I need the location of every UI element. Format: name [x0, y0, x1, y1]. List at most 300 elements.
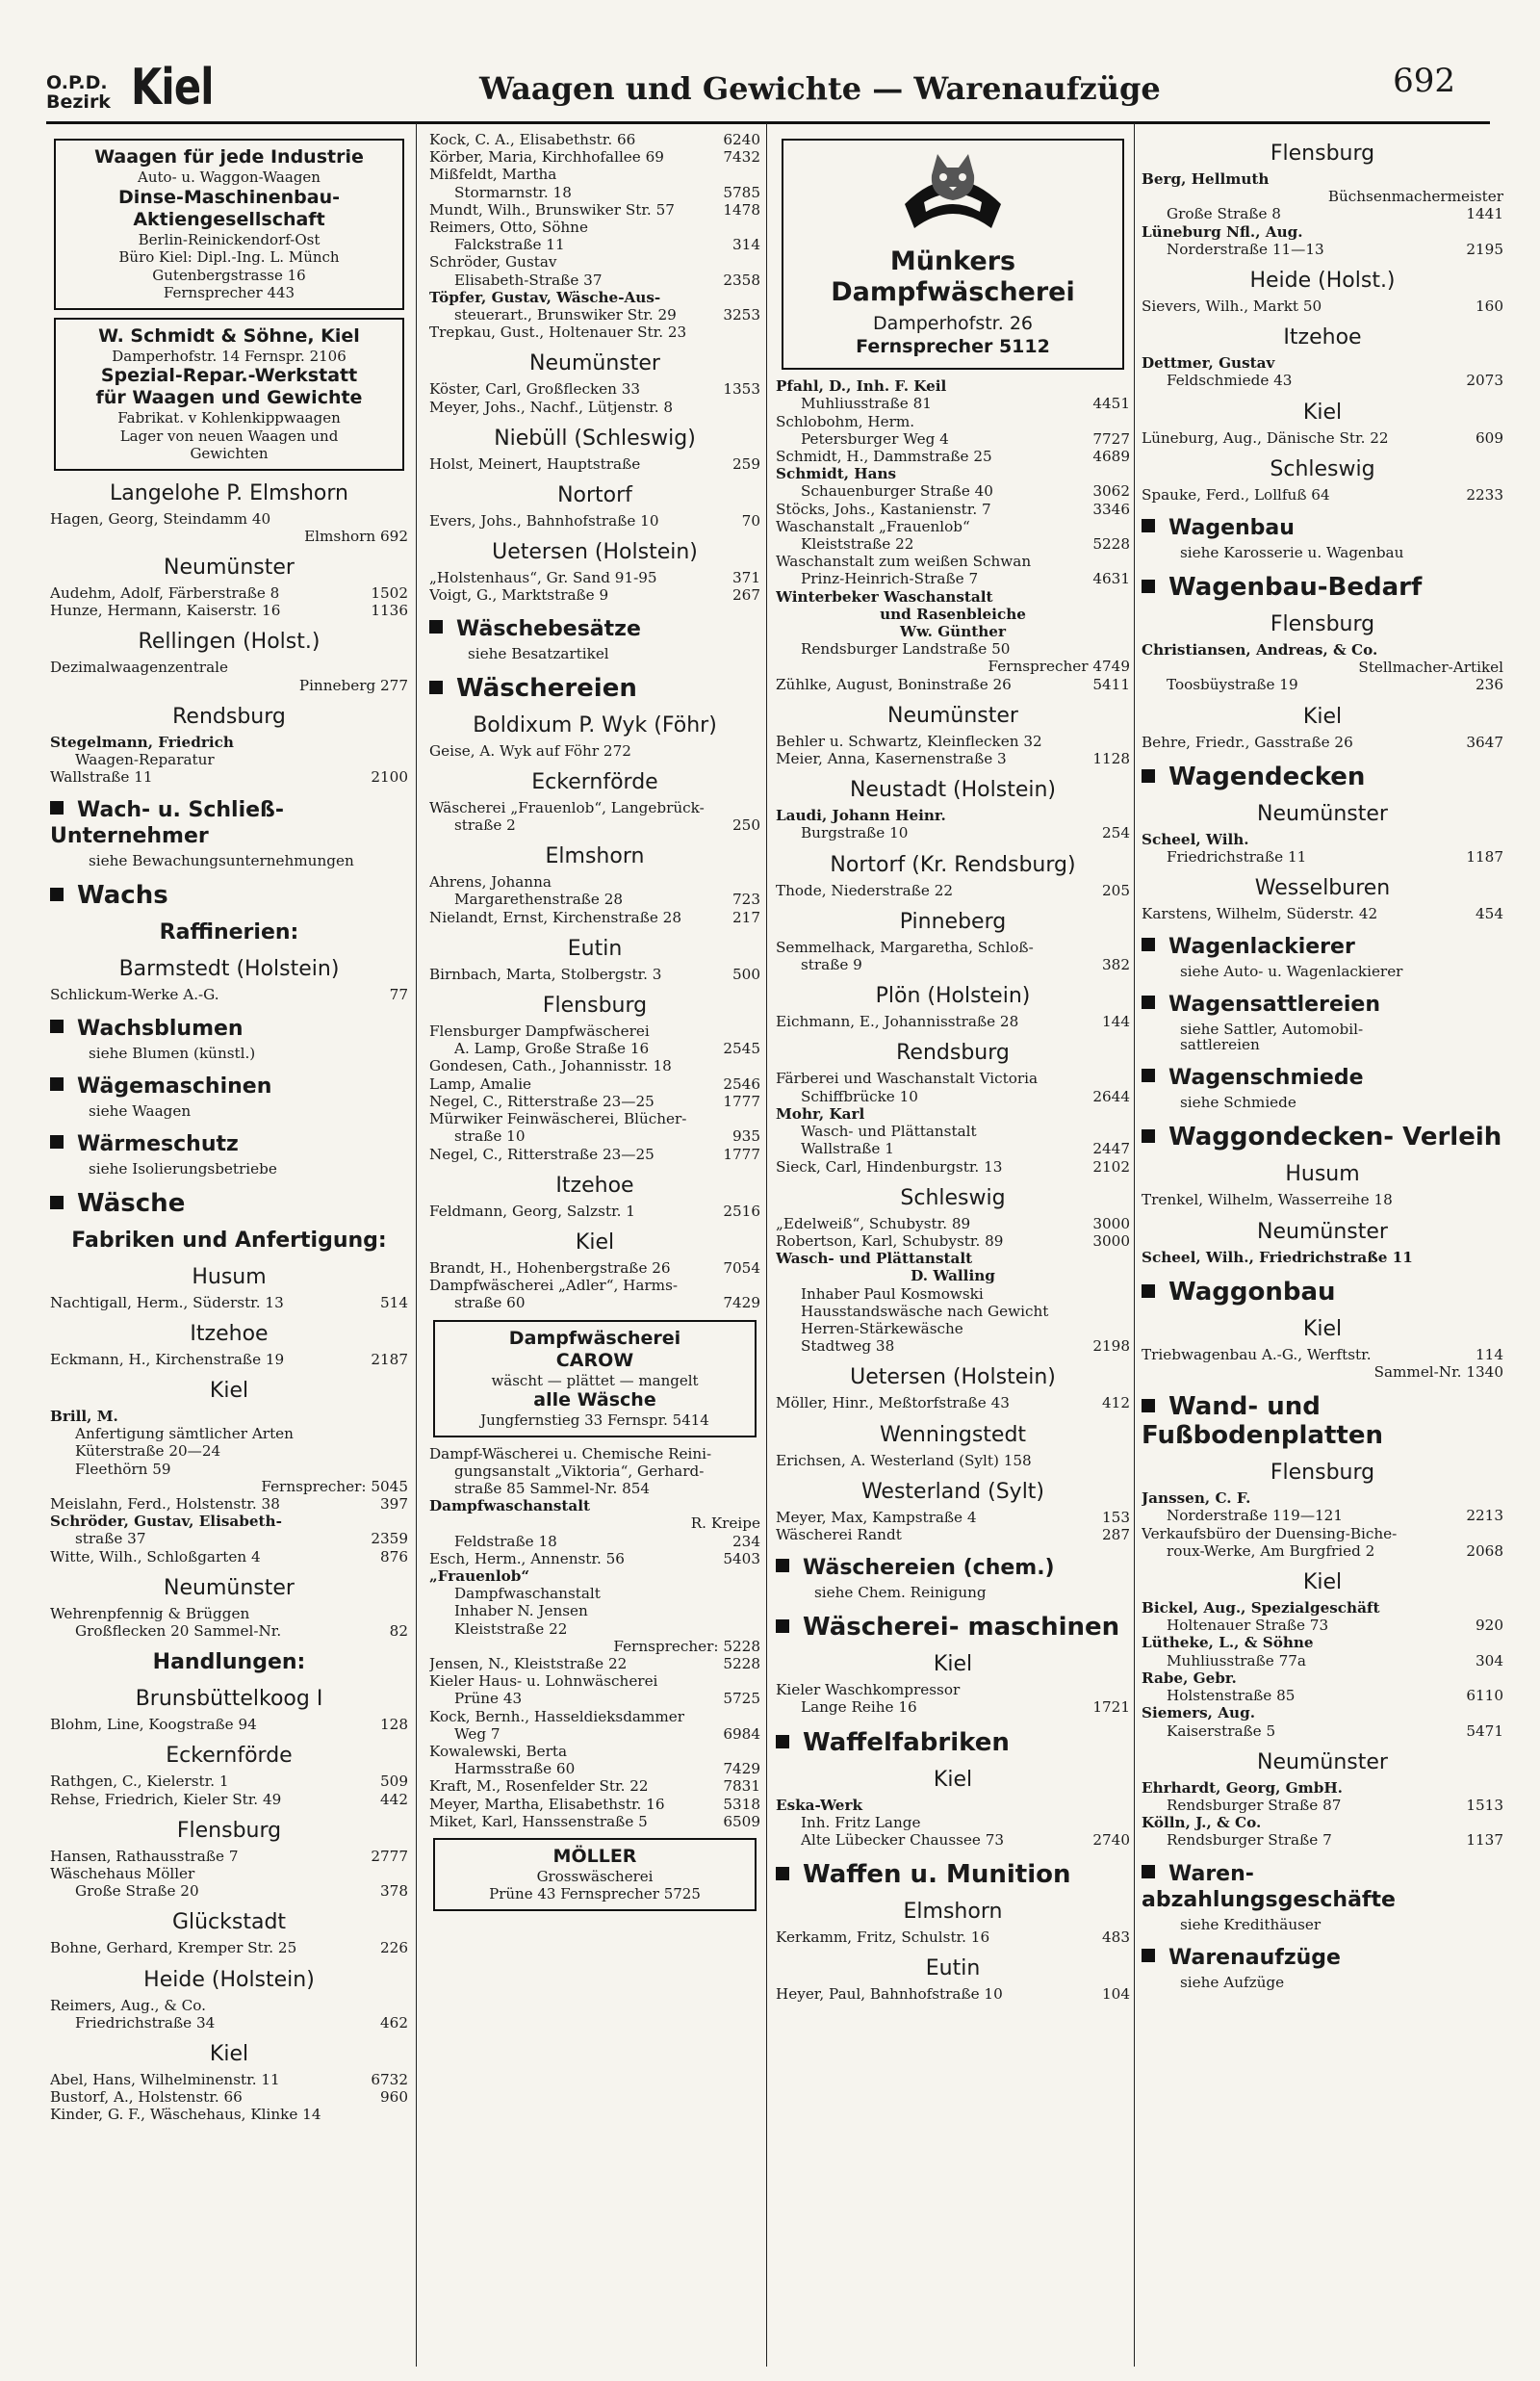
- cross-reference: siehe Blumen (künstl.): [89, 1044, 256, 1062]
- listing-entry: [776, 733, 1130, 750]
- listing-line: [429, 1277, 760, 1294]
- listing-entry: [429, 1277, 760, 1311]
- listing-text: Kaiserstraße 5: [1167, 1721, 1276, 1740]
- listing-line: [429, 512, 760, 530]
- category-marker-icon: [50, 1196, 64, 1209]
- listing-text: Eckmann, H., Kirchenstraße 19: [50, 1350, 285, 1368]
- listing-text: Burgstraße 10: [801, 824, 909, 842]
- listing-line: [50, 2088, 408, 2106]
- place-heading: Kiel: [209, 2042, 249, 2066]
- listing-text: Petersburger Weg 4: [801, 429, 949, 448]
- category-marker-icon: [1142, 1284, 1155, 1298]
- phone-number: 5403: [723, 1549, 760, 1567]
- listing-entry: [50, 2088, 408, 2106]
- listing-entry: [1142, 1779, 1503, 1814]
- listing-text: Lange Reihe 16: [801, 1698, 917, 1717]
- place-heading: Pinneberg: [899, 909, 1007, 934]
- listing-text: Negel, C., Ritterstraße 23—25: [429, 1145, 654, 1163]
- listing-line: [776, 518, 1130, 535]
- listing-line: [429, 1567, 760, 1585]
- listing-text: Dampfwäscherei „Adler“, Harms-: [429, 1277, 679, 1295]
- listing-line: [1142, 1542, 1503, 1560]
- listing-line: [776, 570, 1130, 587]
- listing-line: [429, 1259, 760, 1277]
- category-heading: [1142, 763, 1503, 791]
- category-heading: [1142, 573, 1503, 602]
- phone-number: 5411: [1092, 675, 1130, 693]
- phone-number: 6984: [723, 1724, 760, 1743]
- listing-line: [1142, 831, 1503, 848]
- listing-text: Inh. Fritz Lange: [801, 1813, 921, 1831]
- listing-line: [429, 399, 760, 416]
- phone-number: 3346: [1092, 500, 1130, 518]
- listing-text: Kock, Bernh., Hasseldieksdammer: [429, 1707, 685, 1725]
- listing-line: [776, 1985, 1130, 2003]
- phone-number: 254: [1102, 824, 1130, 842]
- listing-text: Rabe, Gebr.: [1142, 1669, 1237, 1687]
- phone-number: 397: [380, 1494, 408, 1513]
- listing-entry: [429, 166, 760, 200]
- phone-number: 935: [732, 1127, 760, 1146]
- listing-entry: [1142, 1669, 1503, 1704]
- listing-text: Körber, Maria, Kirchhofallee 69: [429, 148, 664, 167]
- place-heading: Eckernförde: [531, 769, 658, 794]
- listing-line: [776, 501, 1130, 518]
- listing-entry: [50, 1605, 408, 1640]
- category-heading: [776, 1555, 1130, 1581]
- listing-entry: [50, 1495, 408, 1513]
- listing-line: [776, 824, 1130, 841]
- listing-entry: [776, 1070, 1130, 1104]
- category-title: Wäschereien: [456, 673, 637, 703]
- listing-line: [1142, 486, 1503, 504]
- category-marker-icon: [1142, 1399, 1155, 1412]
- listing-entry: [50, 986, 408, 1003]
- listing-line: [429, 1760, 760, 1777]
- listing-line: [429, 1146, 760, 1163]
- advertisement-line: Dampfwäscherei: [508, 1327, 681, 1349]
- place-heading: Kiel: [1302, 704, 1343, 729]
- listing-text: Janssen, C. F.: [1142, 1489, 1251, 1508]
- listing-line: [776, 1452, 1130, 1469]
- listing-entry: [776, 1250, 1130, 1355]
- category-heading: [1142, 992, 1503, 1018]
- listing-entry: [429, 1497, 760, 1550]
- place-heading: Flensburg: [1270, 1461, 1375, 1486]
- phone-number: 2358: [723, 271, 760, 289]
- listing-line: [776, 1928, 1130, 1946]
- listing-line: [776, 1509, 1130, 1526]
- listing-line: [50, 677, 408, 694]
- phone-number: 382: [1102, 956, 1130, 974]
- listing-text: Scheel, Wilh.: [1142, 830, 1249, 848]
- listing-line: [776, 939, 1130, 956]
- listing-text: Möller, Hinr., Meßtorfstraße 43: [776, 1394, 1010, 1412]
- place-heading: Itzehoe: [1283, 325, 1362, 350]
- place-heading: Heide (Holst.): [1249, 269, 1396, 294]
- listing-entry: [1142, 354, 1503, 389]
- advertisement-line: Spezial-Repar.-Werkstatt: [100, 365, 358, 386]
- phone-number: 2233: [1466, 485, 1503, 504]
- listing-line: [776, 1088, 1130, 1105]
- listing-line: [429, 1655, 760, 1672]
- listing-line: [776, 1013, 1130, 1030]
- listing-line: [429, 289, 760, 306]
- listing-text: steuerart., Brunswiker Str. 29: [454, 306, 677, 324]
- phone-number: 1513: [1466, 1796, 1503, 1814]
- listing-text: Lüneburg Nfl., Aug.: [1142, 222, 1303, 241]
- listing-text: Voigt, G., Marktstraße 9: [429, 586, 609, 605]
- listing-line: [1142, 848, 1503, 866]
- place-heading: Kiel: [1302, 1316, 1343, 1341]
- category-heading: [50, 797, 408, 849]
- listing-entry: [429, 742, 760, 760]
- listing-entry: [50, 1865, 408, 1900]
- listing-line: [1142, 1797, 1503, 1814]
- listing-text: Schmidt, H., Dammstraße 25: [776, 448, 992, 466]
- phone-number: 2777: [371, 1847, 408, 1865]
- listing-entry: [429, 512, 760, 530]
- place-heading: Neumünster: [529, 351, 660, 376]
- listing-text: Prinz-Heinrich-Straße 7: [801, 570, 979, 588]
- listing-line: [429, 1075, 760, 1093]
- listing-line: [1142, 372, 1503, 389]
- listing-line: [429, 306, 760, 324]
- listing-text: Große Straße 20: [75, 1882, 199, 1901]
- listing-entry: [776, 1232, 1130, 1250]
- listing-entry: [429, 1567, 760, 1655]
- listing-line: [50, 1997, 408, 2014]
- listing-entry: [776, 1509, 1130, 1526]
- category-title: Wach- u. Schließ- Unternehmer: [50, 798, 285, 849]
- listing-text: Wäschehaus Möller: [50, 1864, 195, 1882]
- listing-text: A. Lamp, Große Straße 16: [454, 1040, 650, 1058]
- listing-line: [429, 1022, 760, 1040]
- listing-text: Sievers, Wilh., Markt 50: [1142, 298, 1322, 316]
- place-heading: Barmstedt (Holstein): [118, 957, 340, 982]
- listing-text: Rehse, Friedrich, Kieler Str. 49: [50, 1790, 282, 1808]
- listing-text: Ahrens, Johanna: [429, 873, 552, 892]
- category-heading: [429, 674, 760, 703]
- phone-number: 2213: [1466, 1507, 1503, 1525]
- listing-line: [1142, 1831, 1503, 1849]
- cross-reference: siehe Isolierungsbetriebe: [89, 1159, 277, 1178]
- listing-text: Nielandt, Ernst, Kirchenstraße 28: [429, 908, 682, 926]
- listing-entry: [776, 501, 1130, 518]
- listing-text: Meyer, Martha, Elisabethstr. 16: [429, 1795, 665, 1813]
- phone-number: 5725: [723, 1690, 760, 1708]
- listing-entry: [776, 588, 1130, 676]
- listing-line: [776, 676, 1130, 693]
- category-heading: [50, 1189, 408, 1218]
- place-heading: Nortorf: [557, 483, 632, 508]
- listing-line: [429, 219, 760, 236]
- listing-text: Zühlke, August, Boninstraße 26: [776, 675, 1012, 693]
- listing-line: [1142, 734, 1503, 751]
- category-heading: [1142, 1123, 1503, 1152]
- phone-number: 2073: [1466, 372, 1503, 390]
- listing-text: Dampfwaschanstalt: [429, 1497, 591, 1515]
- listing-line: [429, 272, 760, 289]
- listing-line: [776, 1250, 1130, 1267]
- listing-line: [50, 1461, 408, 1478]
- phone-number: 234: [732, 1532, 760, 1550]
- phone-number: 287: [1102, 1525, 1130, 1543]
- listing-entry: [1142, 1346, 1503, 1381]
- listing-line: [50, 1408, 408, 1425]
- listing-text: Miket, Karl, Hanssenstraße 5: [429, 1812, 648, 1830]
- listing-text: Hausstandswäsche nach Gewicht: [801, 1302, 1049, 1320]
- advertisement-line: Fernsprecher 443: [163, 284, 295, 301]
- category-title: Waffelfabriken: [803, 1727, 1010, 1757]
- cross-reference: sattlereien: [1180, 1036, 1260, 1054]
- place-heading: Neumünster: [1257, 1749, 1388, 1774]
- phone-number: 70: [741, 512, 760, 531]
- listing-text: straße 60: [454, 1294, 526, 1312]
- listing-text: straße 85 Sammel-Nr. 854: [454, 1479, 651, 1497]
- advertisement-title: Münkers: [889, 246, 1016, 277]
- listing-entry: [776, 553, 1130, 587]
- column-4: [1142, 131, 1503, 2365]
- listing-text: straße 37: [75, 1530, 146, 1548]
- listing-line: [776, 750, 1130, 767]
- listing-line: [429, 873, 760, 891]
- listing-entry: [1142, 170, 1503, 223]
- listing-text: Rathgen, C., Kielerstr. 1: [50, 1773, 229, 1791]
- advertisement-line: Grosswäscherei: [536, 1867, 654, 1885]
- listing-text: Muhliusstraße 81: [801, 395, 932, 413]
- listing-text: D. Walling: [911, 1267, 995, 1285]
- listing-line: [1142, 1652, 1503, 1669]
- category-heading: [50, 1016, 408, 1042]
- listing-line: [776, 623, 1130, 640]
- listing-entry: [776, 1681, 1130, 1716]
- listing-line: [429, 742, 760, 760]
- phone-number: 1777: [723, 1092, 760, 1110]
- listing-text: Robertson, Karl, Schubystr. 89: [776, 1231, 1004, 1250]
- advertisement-line: Fabrikat. v Kohlenkippwaagen: [117, 409, 341, 427]
- listing-text: Behre, Friedr., Gasstraße 26: [1142, 733, 1353, 751]
- listing-text: Friedrichstraße 34: [75, 2013, 216, 2032]
- listing-entry: [50, 1548, 408, 1566]
- listing-entry: [429, 1022, 760, 1057]
- category-heading: [1142, 1945, 1503, 1971]
- listing-entry: [429, 324, 760, 341]
- listing-text: Büchsenmachermeister: [1327, 188, 1503, 206]
- listing-line: [50, 584, 408, 602]
- listing-line: [429, 966, 760, 983]
- phone-number: 259: [732, 454, 760, 473]
- listing-text: Spauke, Ferd., Lollfuß 64: [1142, 485, 1330, 504]
- place-heading: Schleswig: [900, 1185, 1006, 1210]
- listing-text: Birnbach, Marta, Stolbergstr. 3: [429, 965, 662, 983]
- listing-line: [429, 1620, 760, 1638]
- listing-text: Brill, M.: [50, 1407, 118, 1425]
- listing-line: [776, 1215, 1130, 1232]
- listing-line: [50, 1622, 408, 1640]
- phone-number: 7727: [1092, 429, 1130, 448]
- listing-text: Stellmacher-Artikel: [1358, 659, 1503, 677]
- listing-line: [50, 1530, 408, 1547]
- phone-number: 250: [732, 816, 760, 835]
- listing-text: Fleethörn 59: [75, 1460, 171, 1478]
- advertisement-line: Berlin-Reinickendorf-Ost: [138, 230, 321, 248]
- listing-text: Eska-Werk: [776, 1796, 862, 1814]
- phone-number: 5228: [1092, 535, 1130, 554]
- category-title: Wagenlackierer: [1168, 935, 1355, 960]
- listing-entry: [1142, 223, 1503, 258]
- listing-entry: [1142, 429, 1503, 447]
- phone-number: 2100: [371, 768, 408, 787]
- listing-text: Meyer, Johs., Nachf., Lütjenstr. 8: [429, 398, 674, 416]
- place-heading: Neumünster: [1257, 801, 1388, 826]
- advertisement-line: für Waagen und Gewichte: [95, 387, 363, 408]
- place-heading: Kiel: [209, 1378, 249, 1403]
- listing-text: Trenkel, Wilhelm, Wasserreihe 18: [1142, 1191, 1393, 1209]
- listing-line: [776, 1797, 1130, 1814]
- listing-line: [429, 324, 760, 341]
- listing-text: und Rasenbleiche: [880, 605, 1026, 623]
- listing-entry: [429, 201, 760, 219]
- listing-entry: [50, 1848, 408, 1865]
- listing-line: [429, 1708, 760, 1725]
- listing-line: [1142, 170, 1503, 188]
- place-heading: Niebüll (Schleswig): [494, 426, 696, 451]
- phone-number: 217: [732, 908, 760, 926]
- phone-number: 226: [380, 1939, 408, 1957]
- listing-line: [429, 799, 760, 816]
- phone-number: 236: [1476, 676, 1503, 694]
- running-title: Waagen und Gewichte — Warenaufzüge: [479, 70, 1161, 107]
- listing-text: Margarethenstraße 28: [454, 891, 624, 909]
- place-heading: Eckernförde: [166, 1744, 293, 1769]
- listing-entry: [50, 2071, 408, 2088]
- listing-text: Friedrichstraße 11: [1167, 848, 1307, 867]
- category-title: Wagendecken: [1168, 762, 1366, 791]
- listing-text: roux-Werke, Am Burgfried 2: [1167, 1541, 1375, 1560]
- listing-entry: [429, 1057, 760, 1074]
- listing-text: Abel, Hans, Wilhelminenstr. 11: [50, 2071, 280, 2088]
- cross-reference: siehe Bewachungsunternehmungen: [89, 852, 354, 870]
- listing-text: Norderstraße 119—121: [1167, 1507, 1343, 1525]
- category-title: Waggonbau: [1168, 1277, 1336, 1307]
- phone-number: 7054: [723, 1258, 760, 1277]
- listing-text: Thode, Niederstraße 22: [776, 881, 954, 899]
- listing-line: [429, 1813, 760, 1830]
- listing-line: [50, 1882, 408, 1900]
- category-marker-icon: [50, 888, 64, 901]
- advertisement-box: [54, 139, 404, 310]
- listing-line: [1142, 429, 1503, 447]
- place-heading: Neumünster: [164, 1575, 295, 1600]
- listing-line: [429, 891, 760, 908]
- phone-number: 371: [732, 569, 760, 587]
- listing-entry: [776, 882, 1130, 899]
- listing-line: [1142, 1779, 1503, 1797]
- phone-number: 454: [1476, 905, 1503, 923]
- phone-number: 1478: [723, 200, 760, 219]
- listing-line: [50, 1294, 408, 1311]
- listing-text: Meier, Anna, Kasernenstraße 3: [776, 750, 1007, 768]
- listing-line: [776, 733, 1130, 750]
- listing-text: Semmelhack, Margaretha, Schloß-: [776, 938, 1034, 956]
- place-heading: Rendsburg: [172, 704, 286, 729]
- phone-number: 77: [389, 986, 408, 1004]
- column-rule: [416, 123, 417, 2367]
- listing-line: [1142, 1249, 1503, 1266]
- phone-number: 144: [1102, 1013, 1130, 1031]
- listing-text: Sammel-Nr. 1340: [1373, 1363, 1503, 1382]
- listing-entry: [1142, 486, 1503, 504]
- category-heading: [1142, 1392, 1503, 1450]
- cat-collar-icon: [895, 146, 1011, 243]
- listing-line: [50, 1939, 408, 1956]
- listing-text: Lüneburg, Aug., Dänische Str. 22: [1142, 428, 1389, 447]
- listing-line: [776, 1303, 1130, 1320]
- category-heading: [1142, 1065, 1503, 1091]
- listing-line: [1142, 241, 1503, 258]
- listing-entry: [776, 448, 1130, 465]
- phone-number: 412: [1102, 1394, 1130, 1412]
- listing-line: [1142, 188, 1503, 205]
- listing-entry: [1142, 1814, 1503, 1849]
- listing-text: Winterbeker Waschanstalt: [776, 587, 993, 606]
- listing-line: [429, 1514, 760, 1532]
- listing-line: [50, 528, 408, 545]
- phone-number: 6732: [371, 2071, 408, 2088]
- place-heading: Wenningstedt: [879, 1422, 1027, 1447]
- category-title: Wäschereien (chem.): [803, 1556, 1055, 1581]
- listing-line: [776, 956, 1130, 973]
- listing-entry: [1142, 1599, 1503, 1634]
- listing-entry: [1142, 1525, 1503, 1560]
- phone-number: 4451: [1092, 395, 1130, 413]
- category-marker-icon: [1142, 580, 1155, 593]
- listing-line: [776, 1394, 1130, 1411]
- category-heading: [50, 1074, 408, 1100]
- listing-line: [776, 465, 1130, 482]
- listing-line: [1142, 223, 1503, 241]
- category-marker-icon: [50, 801, 64, 815]
- listing-text: Meyer, Max, Kampstraße 4: [776, 1508, 977, 1526]
- category-title: Wäscherei- maschinen: [803, 1613, 1120, 1643]
- category-marker-icon: [50, 1077, 64, 1091]
- place-heading: Kiel: [575, 1229, 615, 1255]
- listing-line: [1142, 1687, 1503, 1704]
- advertisement-line: Gewichten: [190, 445, 269, 462]
- listing-entry: [429, 873, 760, 908]
- listing-entry: [50, 602, 408, 619]
- listing-text: Stöcks, Johs., Kastanienstr. 7: [776, 500, 991, 518]
- phone-number: 7429: [723, 1294, 760, 1312]
- listing-line: [50, 2014, 408, 2032]
- listing-entry: [50, 1351, 408, 1368]
- listing-text: Bohne, Gerhard, Kremper Str. 25: [50, 1939, 297, 1957]
- listing-text: Dezimalwaagenzentrale: [50, 659, 228, 677]
- listing-text: Elisabeth-Straße 37: [454, 271, 603, 289]
- phone-number: 3647: [1466, 733, 1503, 751]
- listing-line: [429, 1533, 760, 1550]
- listing-line: [776, 1158, 1130, 1176]
- phone-number: 483: [1102, 1928, 1130, 1947]
- listing-text: Kraft, M., Rosenfelder Str. 22: [429, 1777, 649, 1796]
- listing-line: [429, 131, 760, 148]
- listing-text: Lamp, Amalie: [429, 1074, 532, 1093]
- listing-line: [50, 751, 408, 768]
- phone-number: 267: [732, 586, 760, 605]
- listing-text: „Edelweiß“, Schubystr. 89: [776, 1214, 971, 1232]
- column-1: [50, 131, 408, 2365]
